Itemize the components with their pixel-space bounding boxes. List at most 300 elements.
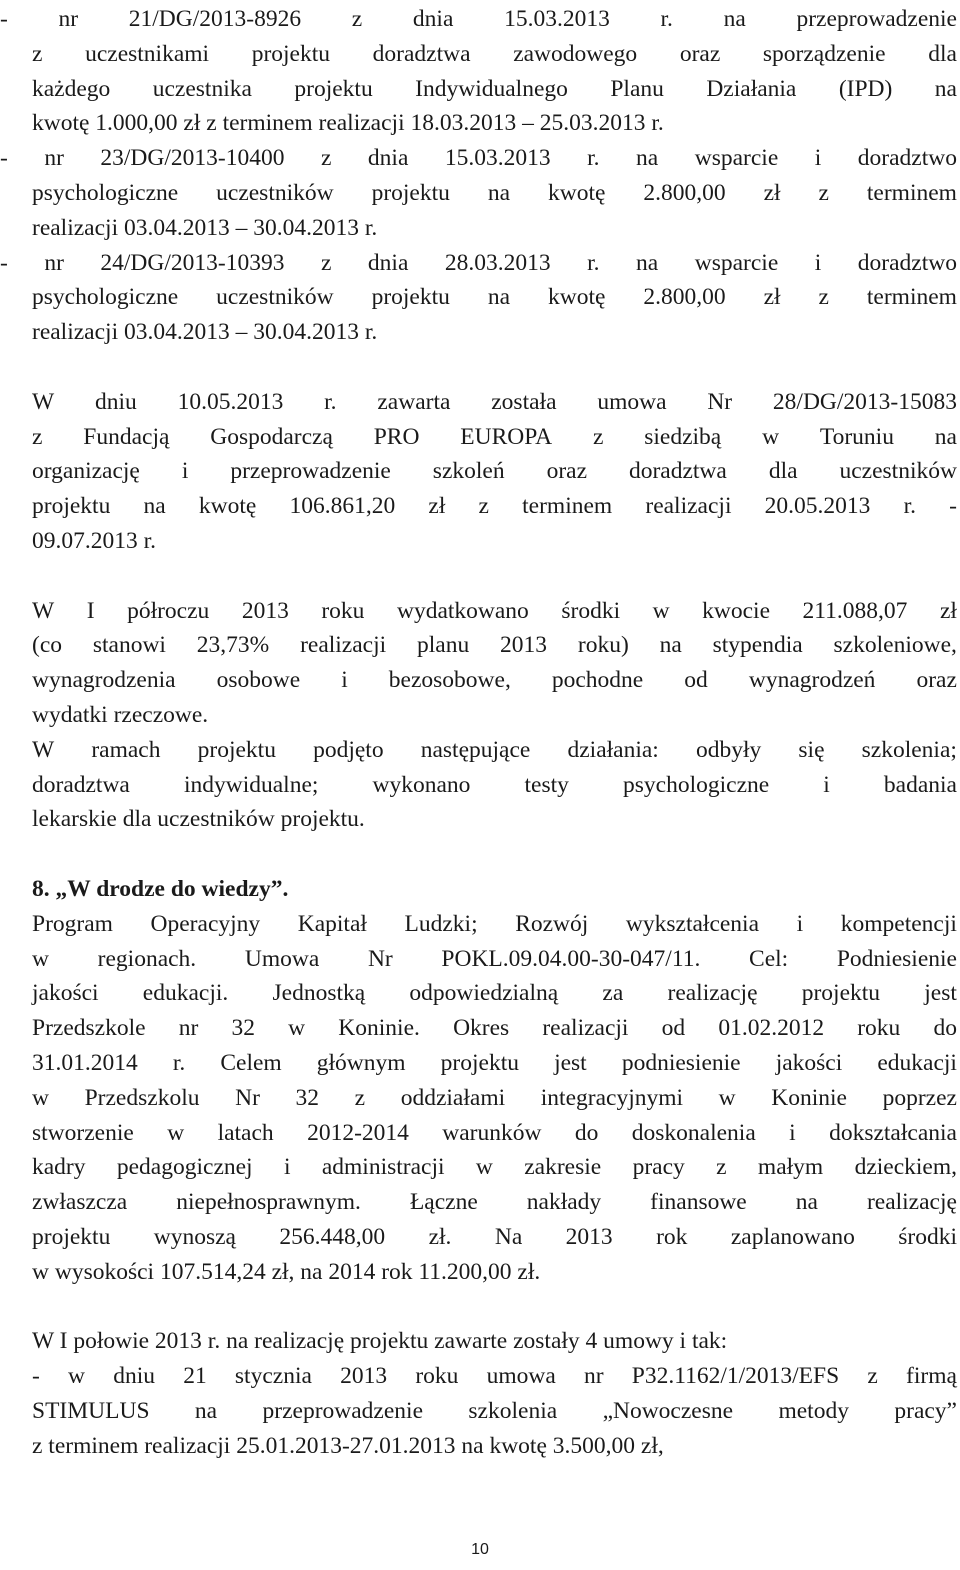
word: 28/DG/2013-15083	[772, 388, 957, 415]
word: pedagogicznej	[116, 1154, 253, 1181]
word: Koninie.	[338, 1015, 420, 1042]
word: Na	[494, 1223, 523, 1250]
word: STIMULUS	[32, 1397, 150, 1424]
word: terminem	[866, 179, 957, 206]
word: za	[602, 980, 624, 1007]
word: jest	[924, 980, 957, 1007]
word: 211.088,07	[802, 597, 908, 624]
word: W	[32, 597, 55, 624]
word: doradztwa	[372, 40, 471, 67]
word: doskonalenia	[631, 1119, 756, 1146]
word: dniu	[113, 1363, 155, 1390]
word: jakości	[775, 1049, 843, 1076]
word: Koninie	[771, 1084, 847, 1111]
word: edukacji.	[142, 980, 229, 1007]
word: Okres	[453, 1015, 510, 1042]
word: odpowiedzialną	[409, 980, 559, 1007]
word: kadry	[32, 1154, 86, 1181]
word: na	[934, 75, 957, 102]
text-line	[32, 1081, 957, 1116]
word: na	[636, 249, 659, 276]
word: nr	[44, 249, 64, 276]
word: realizacji	[300, 632, 387, 659]
word: doradztwo	[857, 249, 957, 276]
text-line: realizacji 03.04.2013 – 30.04.2013 r.	[32, 319, 378, 346]
word: kompetencji	[840, 910, 957, 937]
expenditure-paragraph	[32, 594, 957, 838]
word: (IPD)	[838, 75, 893, 102]
word: W	[32, 388, 55, 415]
word: zł	[939, 597, 957, 624]
section-8	[32, 872, 957, 1290]
word: przeprowadzenie	[230, 458, 391, 485]
word: głównym	[316, 1049, 406, 1076]
word: w	[167, 1119, 185, 1146]
word: i	[789, 1119, 796, 1146]
word: realizację	[866, 1189, 957, 1216]
word: stycznia	[234, 1363, 312, 1390]
word: i	[283, 1154, 291, 1181]
word: stypendia	[712, 632, 803, 659]
word: zaplanowano	[730, 1223, 855, 1250]
word: psychologiczne	[32, 284, 179, 311]
word: zawodowego	[513, 40, 638, 67]
text-line	[32, 594, 957, 629]
word: „Nowoczesne	[602, 1397, 734, 1424]
word: nr	[583, 1363, 604, 1390]
paragraph-gap	[32, 837, 957, 872]
word: Toruniu	[819, 423, 894, 450]
word: dnia	[412, 6, 454, 32]
word: I	[86, 597, 95, 624]
word: na	[659, 632, 682, 659]
word: od	[684, 667, 708, 694]
word: dzieckiem,	[854, 1154, 957, 1181]
word: r.	[324, 388, 337, 415]
word: roku	[415, 1363, 459, 1390]
word: 2.800,00	[643, 179, 726, 206]
text-line	[32, 420, 957, 455]
word: wsparcie	[694, 249, 779, 276]
word: Nr	[235, 1084, 260, 1111]
text-line	[32, 1394, 957, 1429]
word: do	[574, 1119, 599, 1146]
word: dla	[768, 458, 798, 485]
word: projektu	[197, 736, 276, 763]
word: stanowi	[92, 632, 166, 659]
word: niepełnosprawnym.	[176, 1189, 361, 1216]
word: wydatkowano	[396, 597, 529, 624]
word: zł	[428, 493, 446, 520]
word: POKL.09.04.00-30-047/11.	[441, 945, 701, 972]
word: psychologiczne	[623, 771, 770, 798]
text-line	[32, 733, 957, 768]
word: testy	[524, 771, 569, 798]
text-line: wydatki rzeczowe.	[32, 701, 209, 728]
word: środki	[561, 597, 621, 624]
word: 21/DG/2013-8926	[128, 6, 302, 32]
text-line: lekarskie dla uczestników projektu.	[32, 806, 365, 833]
text-line	[32, 1185, 957, 1220]
word: Przedszkolu	[84, 1084, 200, 1111]
word: r.	[587, 145, 600, 172]
text-line: realizacji 03.04.2013 – 30.04.2013 r.	[32, 214, 378, 241]
word: realizacji	[645, 493, 732, 520]
paragraph-gap	[32, 1289, 957, 1324]
word: 2013	[241, 597, 289, 624]
word: 15.03.2013	[444, 145, 551, 172]
word: z	[354, 1084, 366, 1111]
word: w	[762, 423, 780, 450]
word: od	[661, 1015, 686, 1042]
word: latach	[217, 1119, 274, 1146]
word: z	[351, 6, 363, 32]
text-line	[32, 1220, 957, 1255]
word: ramach	[91, 736, 161, 763]
word: edukacji	[877, 1049, 957, 1076]
word: stworzenie	[32, 1119, 134, 1146]
text-line	[32, 1359, 957, 1394]
text-line: W I połowie 2013 r. na realizację projektu zawarte zostały 4 umowy i tak:	[32, 1328, 728, 1355]
word: uczestników	[216, 284, 334, 311]
word: na	[636, 145, 659, 172]
word: na	[143, 493, 166, 520]
word: zł	[763, 179, 781, 206]
word: 31.01.2014	[32, 1049, 138, 1076]
word: środki	[898, 1223, 957, 1250]
word: -	[0, 145, 8, 172]
text-line	[32, 768, 957, 803]
word: r.	[172, 1049, 186, 1076]
word: Umowa	[244, 945, 320, 972]
word: regionach.	[97, 945, 197, 972]
word: projektu	[32, 493, 111, 520]
word: 15.03.2013	[504, 6, 610, 32]
word: pochodne	[551, 667, 644, 694]
word: 28.03.2013	[444, 249, 551, 276]
word: i	[341, 667, 348, 694]
word: W	[32, 736, 55, 763]
word: 21	[183, 1363, 207, 1390]
word: kwocie	[702, 597, 771, 624]
word: Planu	[610, 75, 664, 102]
word: terminem	[866, 284, 957, 311]
word: wykształcenia	[625, 910, 760, 937]
word: przeprowadzenie	[262, 1397, 423, 1424]
word: z	[867, 1363, 878, 1390]
word: Rozwój	[515, 910, 589, 937]
text-line	[32, 1011, 957, 1046]
word: -	[0, 6, 8, 32]
word: projektu	[371, 284, 450, 311]
word: w	[32, 945, 49, 972]
word: oraz	[916, 667, 957, 694]
word: projektu	[294, 75, 373, 102]
word: dnia	[367, 145, 409, 172]
text-line	[32, 1046, 957, 1081]
word: doradztwa	[32, 771, 130, 798]
word: Kapitał	[297, 910, 367, 937]
text-line: z terminem realizacji 25.01.2013-27.01.2013 na kwotę 3.500,00 zł,	[32, 1432, 664, 1459]
contracts-2013-paragraph	[32, 1324, 957, 1463]
word: 106.861,20	[289, 493, 396, 520]
word: kwotę	[547, 179, 606, 206]
text-line	[32, 1150, 957, 1185]
word: roku)	[577, 632, 629, 659]
text-line	[0, 246, 957, 281]
word: Cel:	[749, 945, 789, 972]
word: projektu	[801, 980, 881, 1007]
word: wynagrodzeń	[748, 667, 876, 694]
word: szkoleniowe,	[833, 632, 957, 659]
word: z	[478, 493, 489, 520]
word: jakości	[32, 980, 99, 1007]
word: -	[949, 493, 957, 520]
word: 23/DG/2013-10400	[100, 145, 285, 172]
word: Działania	[706, 75, 797, 102]
word: półroczu	[127, 597, 210, 624]
word: firmą	[906, 1363, 957, 1390]
word: roku	[857, 1015, 901, 1042]
word: kwotę	[198, 493, 257, 520]
word: z	[818, 284, 829, 311]
word: uczestnika	[152, 75, 252, 102]
word: dla	[928, 40, 957, 67]
text-line	[32, 454, 957, 489]
word: 2013	[340, 1363, 388, 1390]
word: Gospodarczą	[210, 423, 333, 450]
word: szkoleń	[432, 458, 505, 485]
word: Nr	[707, 388, 733, 415]
contract-28-paragraph	[32, 385, 957, 559]
word: realizację	[667, 980, 758, 1007]
text-line	[32, 663, 957, 698]
word: zakresie	[524, 1154, 602, 1181]
word: oddziałami	[400, 1084, 506, 1111]
word: 2012-2014	[307, 1119, 409, 1146]
text-line	[0, 141, 957, 176]
word: nr	[44, 145, 64, 172]
word: Przedszkole	[32, 1015, 146, 1042]
word: i	[796, 910, 804, 937]
word: EUROPA	[460, 423, 553, 450]
text-line	[32, 385, 957, 420]
word: w	[475, 1154, 493, 1181]
word: PRO	[373, 423, 420, 450]
word: 01.02.2012	[718, 1015, 825, 1042]
word: w	[652, 597, 670, 624]
word: dniu	[95, 388, 137, 415]
word: małym	[757, 1154, 824, 1181]
word: jest	[554, 1049, 587, 1076]
word: i	[814, 145, 822, 172]
text-line	[32, 72, 957, 107]
page-number: 10	[471, 1541, 489, 1558]
word: (co	[32, 632, 63, 659]
text-line	[32, 942, 957, 977]
word: uczestników	[216, 179, 334, 206]
word: z	[320, 145, 332, 172]
word: integracyjnymi	[540, 1084, 684, 1111]
word: i	[823, 771, 830, 798]
word: zwłaszcza	[32, 1189, 128, 1216]
word: z	[320, 249, 332, 276]
word: wsparcie	[694, 145, 779, 172]
word: na	[795, 1189, 818, 1216]
word: oraz	[679, 40, 721, 67]
word: siedzibą	[644, 423, 722, 450]
word: 10.05.2013	[177, 388, 284, 415]
word: szkolenia	[468, 1397, 558, 1424]
word: Łączne	[409, 1189, 478, 1216]
word: P32.1162/1/2013/EFS	[631, 1363, 840, 1390]
word: terminem	[522, 493, 613, 520]
word: na	[723, 6, 746, 32]
word: indywidualne;	[183, 771, 319, 798]
word: przeprowadzenie	[796, 6, 957, 32]
word: -	[32, 1363, 40, 1390]
word: projektu	[440, 1049, 519, 1076]
word: Program	[32, 910, 113, 937]
word: i	[181, 458, 189, 485]
word: nr	[178, 1015, 199, 1042]
word: nr	[58, 6, 79, 32]
word: dnia	[367, 249, 409, 276]
word: bezosobowe,	[388, 667, 511, 694]
word: r.	[903, 493, 916, 520]
word: organizację	[32, 458, 140, 485]
word: zł	[763, 284, 781, 311]
word: Celem	[220, 1049, 282, 1076]
text-line	[32, 489, 957, 524]
word: na	[194, 1397, 218, 1424]
word: 2013	[500, 632, 548, 659]
word: 24/DG/2013-10393	[100, 249, 285, 276]
word: z	[32, 40, 43, 67]
word: poprzez	[882, 1084, 957, 1111]
word: Fundacją	[83, 423, 170, 450]
word: r.	[660, 6, 673, 32]
section-heading: 8. „W drodze do wiedzy”.	[32, 875, 289, 902]
word: projektu	[371, 179, 450, 206]
text-line	[32, 628, 957, 663]
text-line	[32, 1116, 957, 1151]
word: psychologiczne	[32, 179, 179, 206]
word: z	[818, 179, 829, 206]
word: odbyły	[695, 736, 762, 763]
word: uczestników	[839, 458, 957, 485]
word: badania	[883, 771, 957, 798]
word: szkolenia;	[861, 736, 957, 763]
word: metody	[778, 1397, 849, 1424]
word: wynoszą	[153, 1223, 236, 1250]
paragraph-gap	[32, 559, 957, 594]
word: z	[592, 423, 604, 450]
word: uczestnikami	[85, 40, 210, 67]
text-line	[32, 37, 957, 72]
text-line	[32, 280, 957, 315]
word: umowa	[597, 388, 667, 415]
word: każdego	[32, 75, 111, 102]
word: Jednostką	[272, 980, 366, 1007]
text-line	[0, 2, 957, 37]
word: rok	[656, 1223, 688, 1250]
word: osobowe	[216, 667, 301, 694]
text-line	[32, 907, 957, 942]
word: i	[814, 249, 822, 276]
word: 256.448,00	[279, 1223, 386, 1250]
text-line	[32, 976, 957, 1011]
word: w	[288, 1015, 306, 1042]
word: projektu	[251, 40, 331, 67]
word: została	[491, 388, 557, 415]
word: planu	[417, 632, 470, 659]
word: umowa	[486, 1363, 556, 1390]
word: finansowe	[650, 1189, 747, 1216]
word: w	[68, 1363, 86, 1390]
word: 32	[295, 1084, 320, 1111]
word: następujące	[420, 736, 531, 763]
word: sporządzenie	[762, 40, 886, 67]
word: pracy	[632, 1154, 685, 1181]
word: dokształcania	[829, 1119, 957, 1146]
word: oraz	[546, 458, 587, 485]
word: w	[718, 1084, 736, 1111]
contract-list-paragraph	[0, 2, 957, 350]
word: realizacji	[542, 1015, 629, 1042]
word: zł.	[428, 1223, 452, 1250]
word: 20.05.2013	[764, 493, 871, 520]
word: do	[933, 1015, 957, 1042]
word: -	[0, 249, 8, 276]
word: warunków	[442, 1119, 542, 1146]
word: działania:	[567, 736, 659, 763]
word: nakłady	[526, 1189, 602, 1216]
word: 2.800,00	[643, 284, 726, 311]
word: doradztwa	[628, 458, 727, 485]
word: na	[487, 284, 511, 311]
word: projektu	[32, 1223, 111, 1250]
word: r.	[587, 249, 600, 276]
word: 23,73%	[196, 632, 270, 659]
text-line	[32, 176, 957, 211]
word: Indywidualnego	[415, 75, 568, 102]
word: podjęto	[313, 736, 384, 763]
word: podniesienie	[621, 1049, 741, 1076]
paragraph-gap	[32, 350, 957, 385]
word: Operacyjny	[150, 910, 261, 937]
word: roku	[321, 597, 365, 624]
word: się	[798, 736, 825, 763]
word: z	[716, 1154, 727, 1181]
text-line: 09.07.2013 r.	[32, 527, 157, 554]
word: Podniesienie	[836, 945, 957, 972]
word: doradztwo	[857, 145, 957, 172]
word: w	[32, 1084, 49, 1111]
word: na	[487, 179, 511, 206]
text-line: kwotę 1.000,00 zł z terminem realizacji 18.03.2013 – 25.03.2013 r.	[32, 110, 664, 137]
word: na	[934, 423, 957, 450]
word: 2013	[565, 1223, 613, 1250]
word: administracji	[321, 1154, 445, 1181]
word: pracy”	[894, 1397, 957, 1424]
word: wynagrodzenia	[32, 667, 176, 694]
word: 32	[231, 1015, 255, 1042]
word: z	[32, 423, 43, 450]
word: Nr	[367, 945, 393, 972]
text-line: w wysokości 107.514,24 zł, na 2014 rok 11.200,00 zł.	[32, 1258, 541, 1285]
word: zawarta	[377, 388, 451, 415]
